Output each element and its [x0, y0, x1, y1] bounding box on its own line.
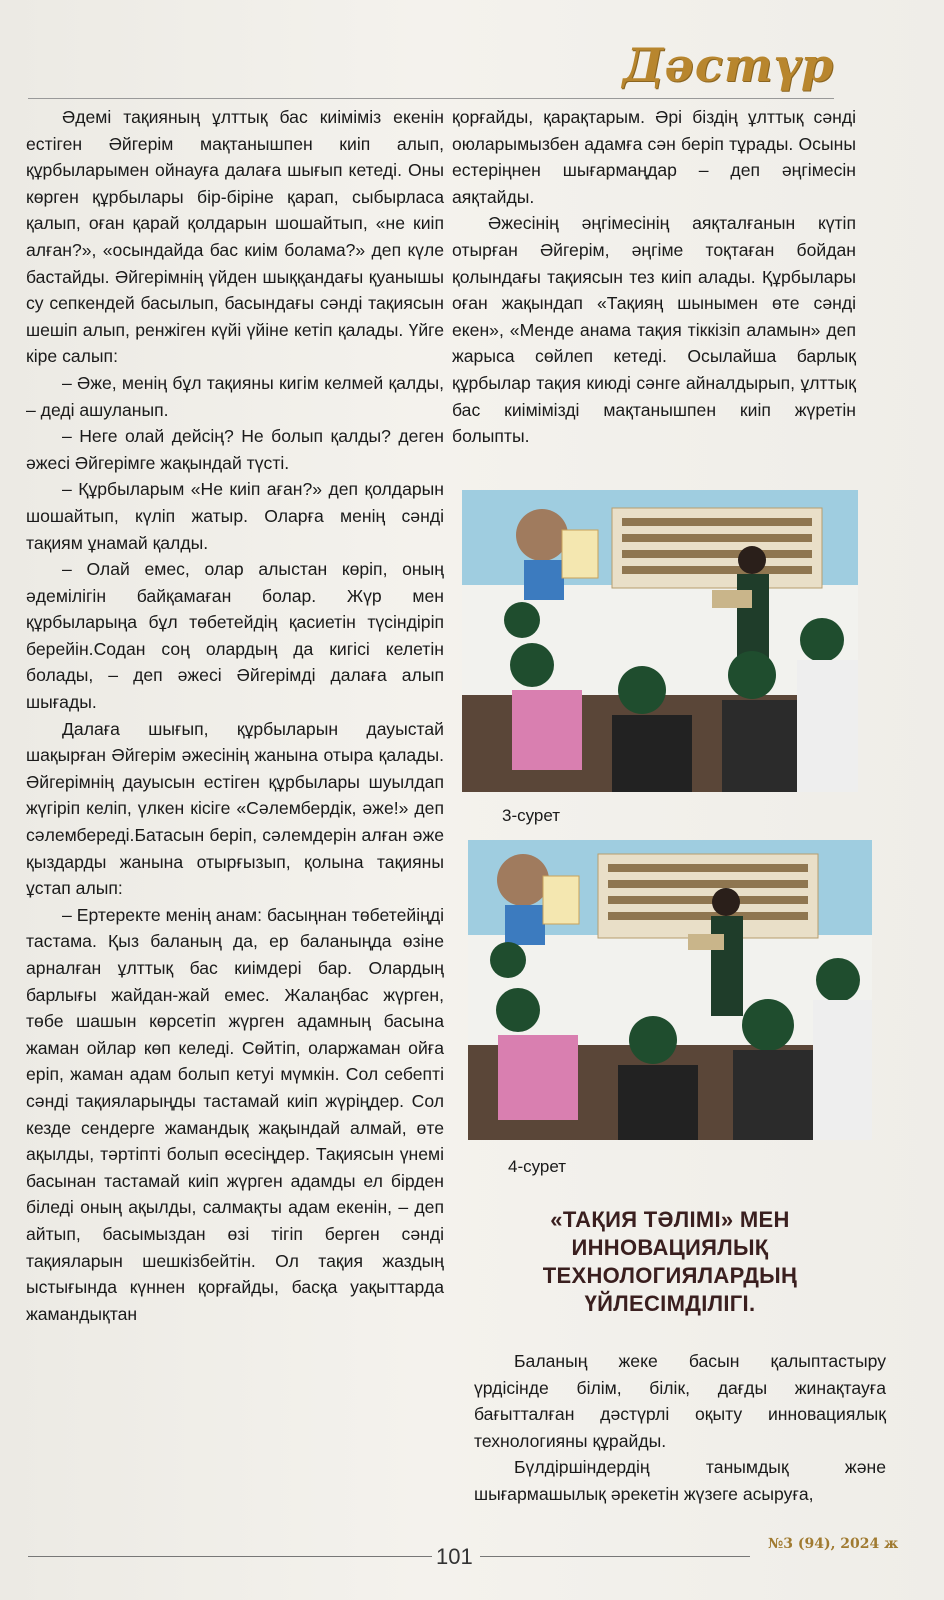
figure-3-caption: 3-сурет: [502, 806, 561, 825]
footer-divider-right: [480, 1556, 750, 1557]
classroom-photo-icon: [468, 840, 872, 1140]
paragraph: – Құрбыларым «Не киіп аған?» деп қолдарын шошайтып, күліп жатыр. Оларға менің сәнді тақиям ұнамай қалды.: [26, 479, 444, 553]
paragraph: – Әже, менің бұл тақияны кигім келмей қалды, – деді ашуланып.: [26, 372, 444, 420]
figure-3-photo: [462, 490, 858, 792]
section-title: Дәстүр: [622, 38, 834, 92]
paragraph: Далаға шығып, құрбыларын дауыстай шақырған Әйгерім әжесінің жанына отыра қалады. Әйгерімнің дауысын естіген құрбылары шуылдап жүгіріп келіп, үлкен кісіге «Сәлембердік, әже!» деп сәлембереді.Батасын беріп, сәлемдерін алған әже қыздарды жанына отырғызып, қолына тақияны ұстап алып:: [26, 718, 444, 899]
right-column: [452, 104, 856, 450]
paragraph: – Олай емес, олар алыстан көріп, оның әдемілігін байқамаған болар. Жүр мен құрбыларыңа бұл төбетейдің қасиетін түсіндіріп берейін.Содан соң олардың да кигісі келетін болады, – деп әжесі Әйгерімді далаға алып шығады.: [26, 559, 444, 713]
paragraph: Бүлдіршіндердің танымдық және шығармашылық әрекетін жүзеге асыруға,: [474, 1457, 886, 1504]
paragraph: – Неге олай дейсің? Не болып қалды? деген әжесі Әйгерімге жақындай түсті.: [26, 426, 444, 473]
figure-4-caption: 4-сурет: [508, 1157, 567, 1176]
footer-divider-left: [28, 1556, 432, 1557]
page-number: 101: [436, 1544, 473, 1569]
paragraph: Әжесінің әңгімесінің аяқталғанын күтіп отырған Әйгерім, әңгіме тоқтаған бойдан қолындағы тақиясын тез киіп алады. Құрбылары оған жақындап «Тақияң шынымен өте сәнді екен», «Менде анама тақия тіккізіп аламын» деп жарыса сөйлеп кетеді. Осылайша барлық құрбылар тақия киюді сәнге айналдырып, ұлттық бас киімімізді мақтанышпен киіп жүретін болыпты.: [452, 213, 856, 447]
paragraph: – Ертеректе менің анам: басыңнан төбетейіңді тастама. Қыз баланың да, ер баланыңда өзіне арналған ұлттық бас киімдері бар. Олардың барлығы жайдан-жай емес. Жалаңбас жүрген, төбе шашын көрсетіп жүрген адамның басына жаман ойлар көп келеді. Сөйтіп, оларжаман ойға еріп, жаман адам болып кетуі мүмкін. Сол себепті сәнді тақияларыңды тастамай киіп жүріңдер. Сол кезде сендерге жамандық жақындай алмай, өте ақылды, тәртіпті болып өсесіңдер. Тақиясын үнемі басынан тастамай киіп жүрген адамды ел бірден біледі оның ақылды, салмақты адам екенін, – деп айтып, басымыздан өзі тігіп берген сәнді тақияларын шешкізбейтін. Ол тақия жаздың ыстығында күннен қорғайды, басқа уақыттарда жамандықтан: [26, 904, 444, 1324]
section-heading: «ТАҚИЯ ТӘЛІМІ» МЕН ИННОВАЦИЯЛЫҚ ТЕХНОЛОГИЯЛАРДЫҢ ҮЙЛЕСІМДІЛІГІ.: [542, 1207, 798, 1316]
section-body: [474, 1348, 886, 1508]
header-divider: [28, 98, 834, 99]
paragraph: қорғайды, қарақтарым. Әрі біздің ұлттық сәнді оюларымызбен адамға сән беріп тұрады. Осыны естеріңнен шығармаңдар – деп әңгімесін аяқтайды.: [452, 107, 856, 207]
paragraph: Әдемі тақияның ұлттық бас киіміміз екенін естіген Әйгерім мақтанышпен киіп алып, құрбыларымен ойнауға далаға шығып кетеді. Оны көрген құрбылары бір-біріне қарап, сыбырласа қалып, оған қарай қолдарын шошайтып, «не киіп алған?», «осындайда бас киім болама?» деп күле бастайды. Әйгерімнің үйден шыққандағы қуанышы су сепкендей басылып, басындағы сәнді тақиясын шешіп алып, ренжіген күйі үйіне кетіп қалады. Үйге кіре салып:: [26, 107, 444, 367]
left-column: [26, 104, 444, 1327]
paragraph: Баланың жеке басын қалыптастыру үрдісінде білім, білік, дағды жинақтауға бағытталған дәстүрлі оқыту инновациялық технологияны құрайды.: [474, 1351, 886, 1451]
figure-4-photo: [468, 840, 872, 1140]
classroom-photo-icon: [462, 490, 858, 792]
issue-number: №3 (94), 2024 ж: [768, 1536, 899, 1552]
